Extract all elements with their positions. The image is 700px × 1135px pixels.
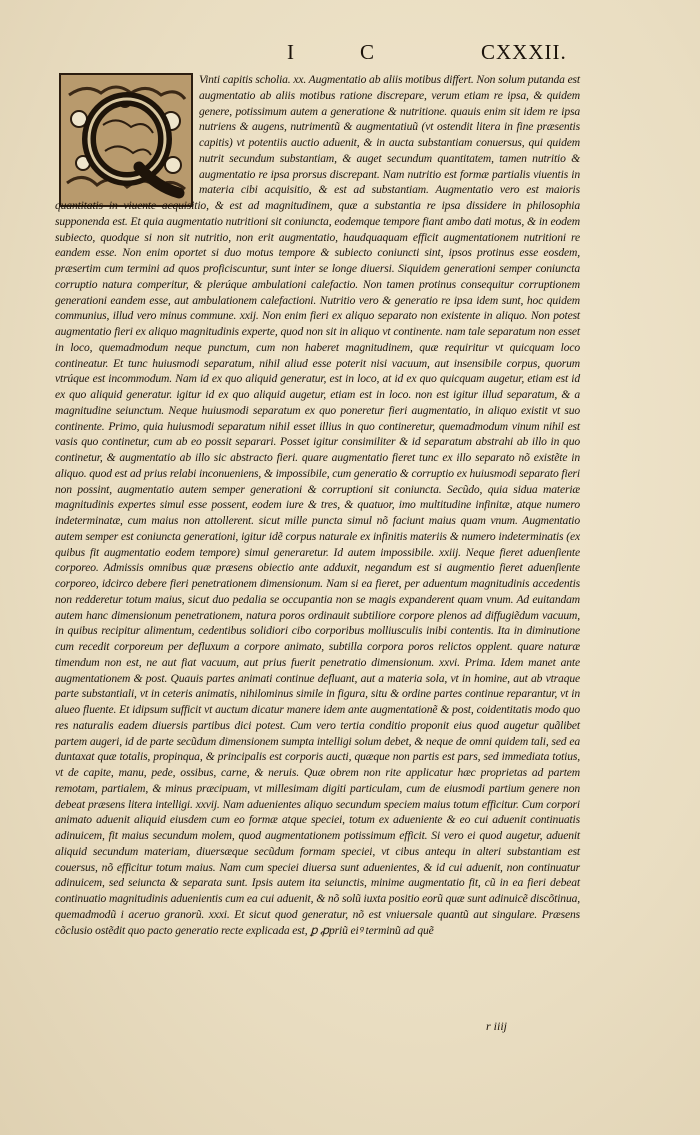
running-header <box>0 40 700 70</box>
header-middle: C <box>360 40 376 64</box>
signature-mark: r iiij <box>486 1019 508 1033</box>
folio-number: CXXXII. <box>481 40 567 64</box>
commentary-paragraph: Vinti capitis scholia. xx. Augmentatio ab aliis motibus differt. Non solum putanda est augmentatio ab aliis motibus ratione discrepare, verum etiam re ipsa, & quidem genere, potissimum autem a generatione & nutritione. quauis enim sit idem re ipsa nutriens & augens, nutrimentũ & augmentatiuũ (vt ostendit litera in fine præsentis capitis) vt potentiis auctio aduenit, & in aucta substantiam conuersus, qui quidem nutrit secundum substantiam, & auget secundum quantitatem, tamen nutritio & augmentatio re ipsa prorsus discrepant. Nam nutritio est formæ partialis viuentis in materia cibi acquisitio, & est ad substantiam. Augmentatio vero est maioris quantitatis in viuente acquisitio, & est ad magnitudinem, quæ a substantia re ipsa dissidere in philosophia supponenda est. Et quia augmentatio nutritioni sit coniuncta, eodemque tempore fiant ambo dati motus, & in eodem subiecto, quodque si non sit nutritio, non erit augmentatio, haudquaquam efficit augmentationem nutritioni re eandem esse. Non enim oportet si duo motus tempore & subiecto coniuncti sint, ipsos protinus esse eosdem, præsertim cum termini ad quos proficiscuntur, sunt inter se longe diuersi. Siquidem generationi semper coniuncta corruptio natura comperitur, & plerúque ambulationi calefactio. Non tamen protinus consequitur corruptionem generationi eandem esse, aut ambulationem calefactioni. Nutritio vero & generatio re ipsa idem sunt, hoc quidem communius, illud vero minus commune. xxij. Non enim fieri ex aliquo separato non existente in aliquo. Non potest augmentatio fieri ex aliquo magnitudinis experte, quod non sit in aliquo vt continente. nam tale separatum non esset in loco, quemadmodum neque punctum, cum non haberet magnitudinem, quæ requiritur vt quicquam loco contineatur. Et tunc huiusmodi separatum, nihil aliud esse poterit nisi vacuum, aut insensibile corpus, quorum vtrúque est incommodum. Nam id ex quo aliquid generatur, est in loco, at id ex quo quicquam augetur, etiam est id ex quo aliquid generatur. igitur id ex quo aliquid augetur, etiam est in loco. non est igitur illud separatum, & a magnitudine seiunctum. Neque huiusmodi separatum ex quo poneretur fieri augmentatio, in aliquo existit vt suo continente. Primo, quia huiusmodi separatum nihil esset illius in quo contineretur, quemadmodum vinum nihil est vasis quo continetur, cum ab eo possit separari. Posset igitur consimiliter & id separatum abstrahi ab illo in quo continetur, & augmentatio ab illo sic abstracto fieri. quare augmentatio fieret tunc ex illo separato nõ existẽte in aliquo. quod est ad prius relabi inconueniens, & impossibile, cum generatio & corruptio ex huiusmodi separato fieri non possint, augmentatio autem semper generationi & corruptioni sit coniuncta. Secũdo, quia sidua materiæ magnitudinis expertes simul esse possent, eodem iure & tres, & quatuor, imo multitudine infinitæ, atque numero indeterminatæ, cum maius non attollerent. sicut mille puncta simul nõ faciunt maius quam vnum. Augmentatio autem semper est coniuncta generationi, igitur idẽ corpus naturale ex infinitis materiis & numero indeterminatis (ex quibus fit augmentatio eodem tempore) simul generaretur. Id autem impossibile. xxiij. Neque fieret aduenſiente corporeo. Admissis omnibus quæ præsens obiectio ante adduxit, negandum est si augmentio fieret aduenſiente corporeo, idcirco debere fieri penetrationem dimensionum. Nam si ea fieret, per aduentum magnitudinis accedentis non redderetur totum maius, sicut duo pedalia se occupantia non se magis expanderent quam vnum. Ad euitandam autem hanc dimensionum penetrationem, natura poros ordinauit subtiliore corpore plenos ad diffugiẽdum vacuum, in quibus recipitur alimentum, cedentibus solidiori cibo corporibus molliusculis inibi contentis. Ita in diminutione cum recedit corporeum per defluxum a corpore animato, subtilla corpora poros relictos opplent. quare naturæ timendum non est, ne aut fiat vacuum, aut prius fuerit penetratio dimensionum. xxvi. Prima. Idem manet ante augmentationem & post. Quauis partes animati continue defluant, aut a materia sola, vt in homine, aut ab vtraque parte substantiali, vt in ceteris animatis, nihilominus simile in figura, situ & ordine partes continue reparantur, vt in alueo fluente. Et idipsum sufficit vt auctum dicatur manere idem ante augmentationẽ & post, coidentitatis modo quo res naturalis eadem diuersis partibus dici potest. Cum vero tertia conditio proponit eius quod augetur quãlibet partem augeri, id de parte secũdum dimensionem sumpta intelligi solum debet, & neque de omni quidem tali, sed ea duntaxat quæ totalis, propinqua, & principalis est corporis aucti, quæque non partis est pars, sed immediata totius, vt de capite, manu, pede, ossibus, carne, & neruis. Quæ obrem non rite applicatur hæc proprietas ad partem remotam, partialem, & minus præcipuam, vt millesimam digiti particulam, cum de eiusmodi partium genere non debeat præsens litera intelligi. xxvij. Nam aduenientes aliquo secundum speciem maius totum efficitur. Cum corpori animato aduenit aliquid eiusdem cum eo formæ atque speciei, totum ex adueniente & eo cui aduenit continuatis adinuicem, fit maius secundum molem, quod augmentationem potissimum efficit. Si vero ei quod augetur, aduenit aliquid secundum materiam, diuersæque secũdum formam speciei, vt cibus antequ in alteri substantiam est couersus, nõ efficitur totum maius. Nam cum speciei diuersa sunt aduenientes, & id cui aduenit, non continuatur adinuicem, sed seiuncta & separata sunt. Ipsis autem ita seiunctis, minime augmentatio fit, cũ in ea fieri debeat continuatio magnitudinis aduenientis cum ea cui aduenit, & nõ solũ iuxta positio eorũ quæ sunt adinuicẽ discõtinua, quemadmodũ i aceruo granorũ. xxxi. Et sicut quod generatur, nõ est vniuersale quantũ aut singulare. Præsens cõclusio ostẽdit quo pacto generatio recte explicada est, ꝑ ꝓpriũ eiꝰ terminũ ad quẽ <box>55 73 580 937</box>
header-left: I <box>287 40 295 64</box>
initial-space <box>55 72 199 198</box>
commentary-text <box>55 72 580 938</box>
